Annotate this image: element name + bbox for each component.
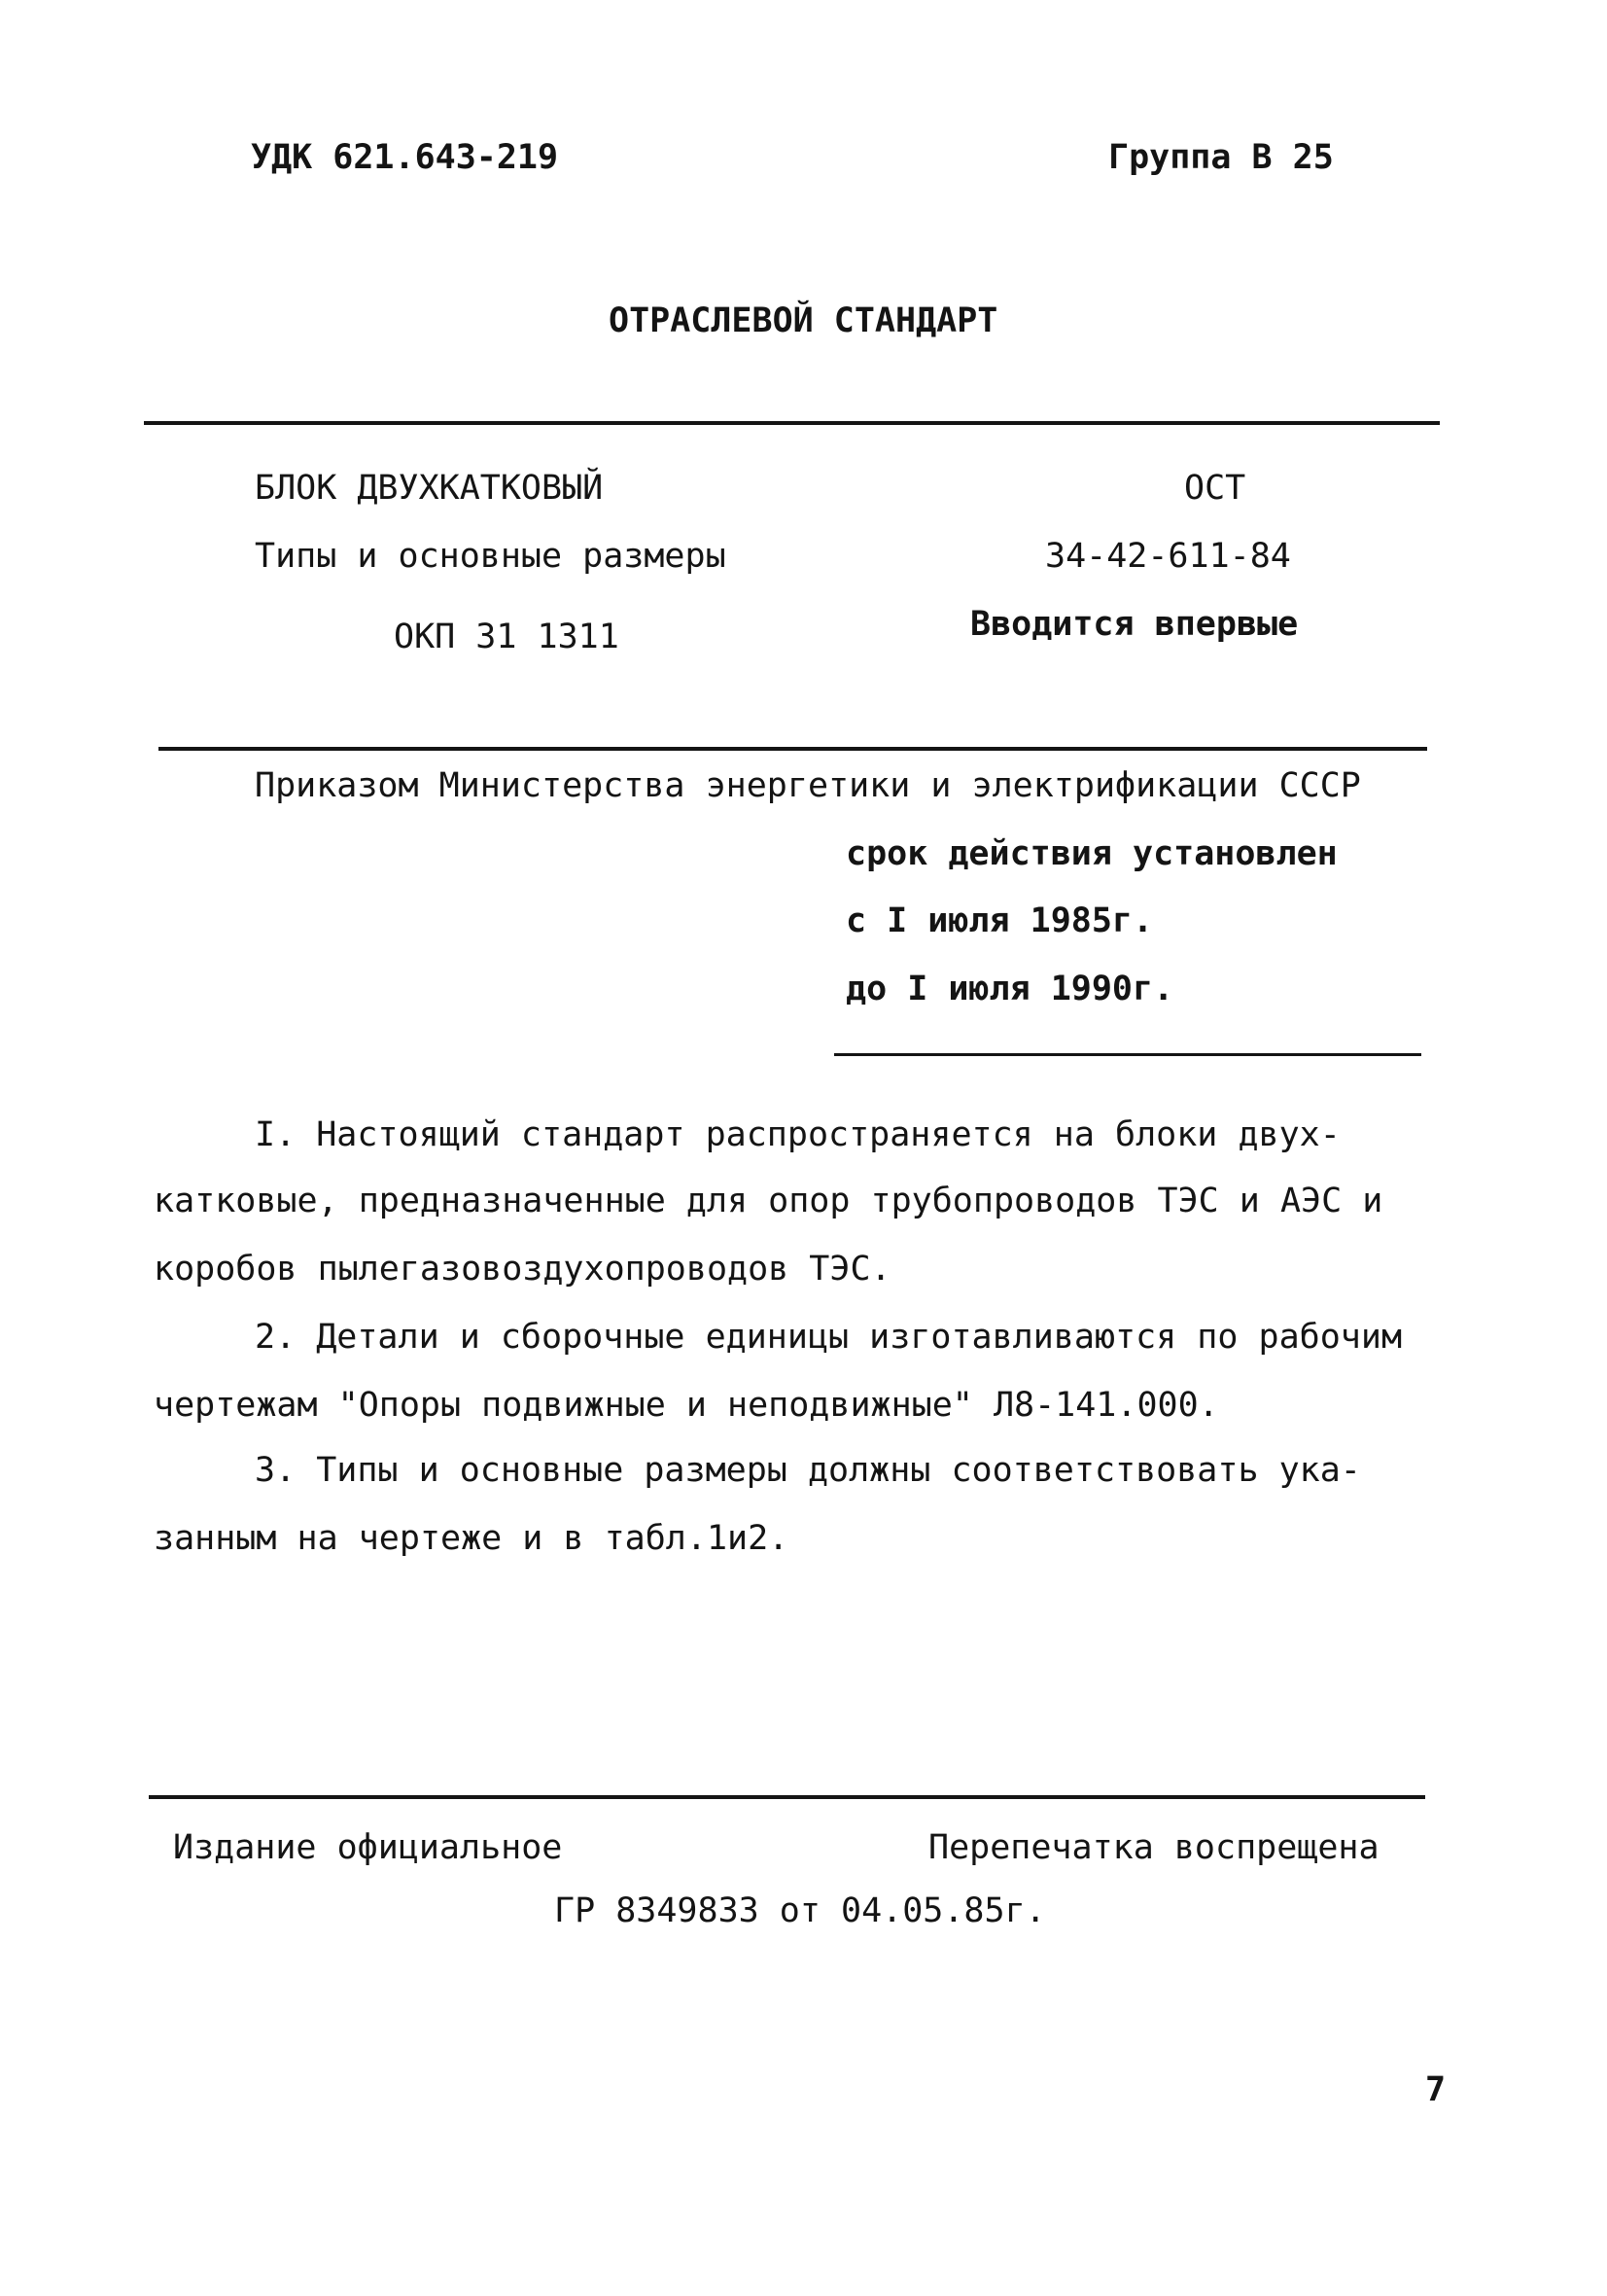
ost-number: 34-42-611-84: [1045, 537, 1291, 576]
footer-divider: [149, 1795, 1425, 1799]
registration-number: ГР 8349833 от 04.05.85г.: [554, 1891, 1046, 1930]
body-p3-line1: 3. Типы и основные размеры должны соответствовать ука-: [255, 1451, 1361, 1490]
body-p2-line2: чертежам "Опоры подвижные и неподвижные" Л8-141.000.: [154, 1386, 1219, 1425]
body-p1-line2: катковые, предназначенные для опор трубопроводов ТЭС и АЭС и: [154, 1182, 1383, 1220]
validity-from: с I июля 1985г.: [846, 901, 1154, 940]
validity-divider: [834, 1053, 1421, 1056]
reprint-note: Перепечатка воспрещена: [928, 1828, 1380, 1867]
standard-title: БЛОК ДВУХКАТКОВЫЙ: [255, 469, 604, 508]
ost-label: ОСТ: [1184, 469, 1246, 508]
page-number: 7: [1425, 2070, 1447, 2109]
body-p1-line1: I. Настоящий стандарт распространяется на блоки двух-: [255, 1115, 1341, 1154]
group-code: Группа В 25: [1108, 138, 1334, 177]
title-block-divider: [158, 747, 1427, 751]
approval-order: Приказом Министерства энергетики и электрификации СССР: [255, 766, 1361, 805]
body-p1-line3: коробов пылегазовоздухопроводов ТЭС.: [154, 1250, 891, 1289]
status-note: Вводится впервые: [970, 605, 1299, 644]
okp-code: ОКП 31 1311: [394, 618, 619, 656]
validity-to: до I июля 1990г.: [846, 970, 1174, 1008]
top-divider: [144, 421, 1440, 425]
validity-label: срок действия установлен: [846, 834, 1338, 873]
body-p3-line2: занным на чертеже и в табл.1и2.: [154, 1519, 789, 1558]
standard-subtitle: Типы и основные размеры: [255, 537, 726, 576]
body-p2-line1: 2. Детали и сборочные единицы изготавливаются по рабочим: [255, 1318, 1403, 1357]
edition-note: Издание официальное: [173, 1828, 563, 1867]
document-type-heading: ОТРАСЛЕВОЙ СТАНДАРТ: [609, 301, 998, 340]
udk-code: УДК 621.643-219: [251, 138, 559, 177]
